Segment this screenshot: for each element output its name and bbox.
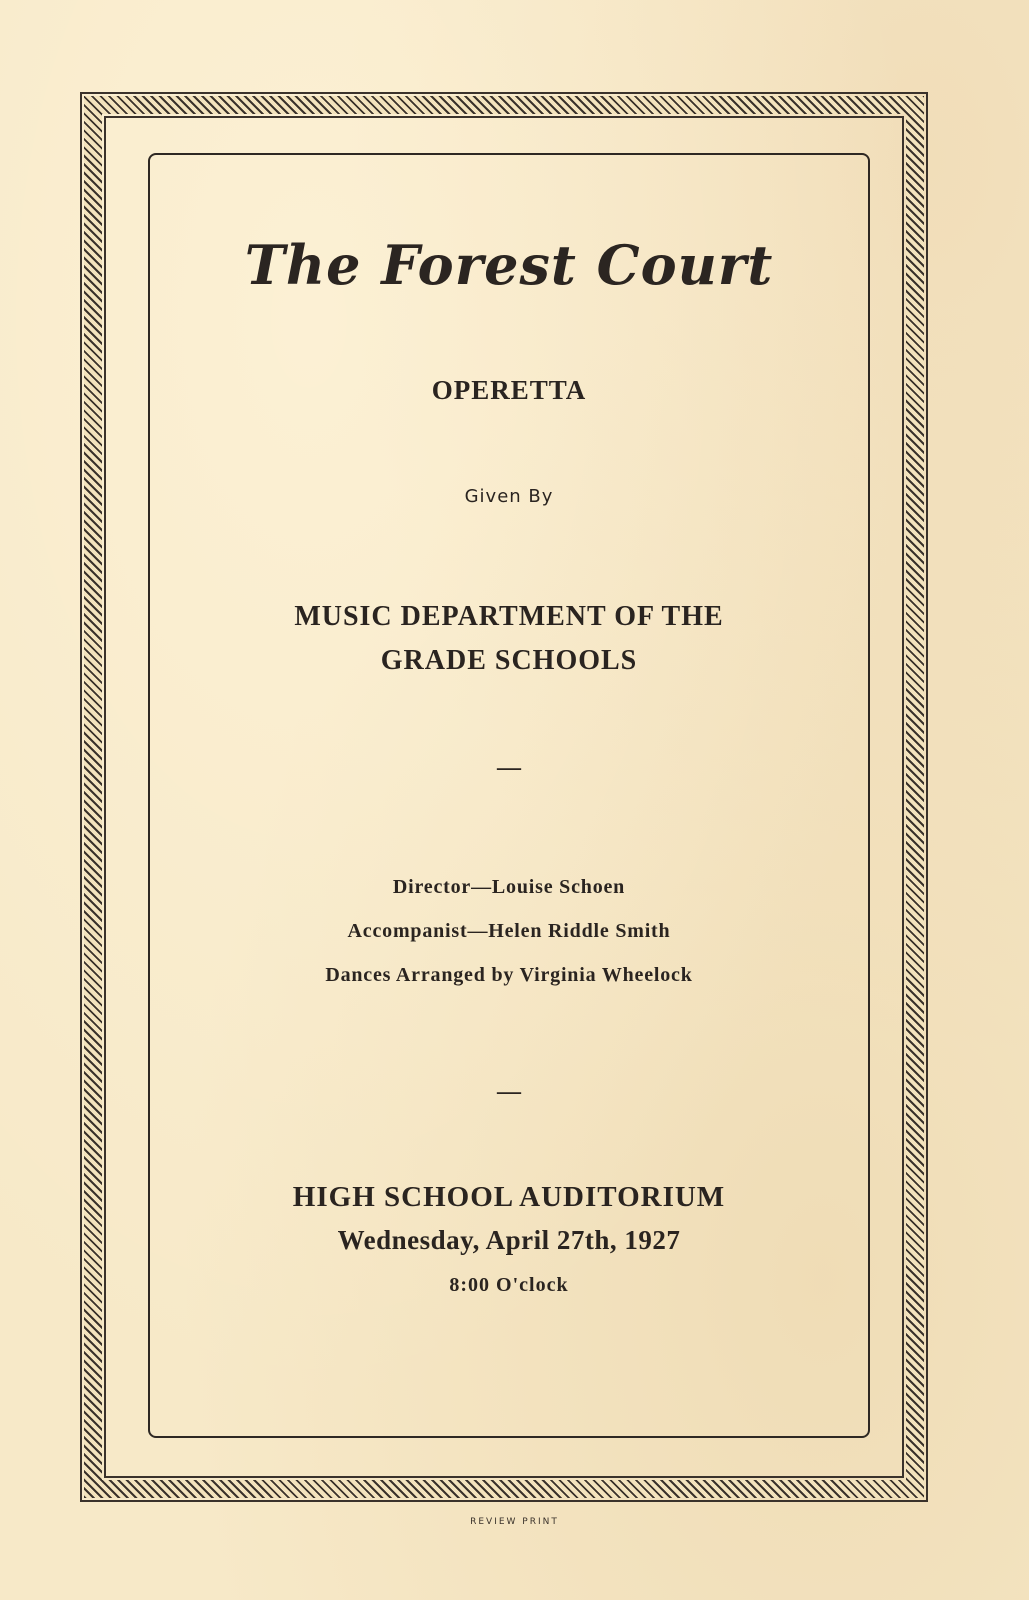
given-by-label: Given By bbox=[464, 486, 554, 507]
credit-dances: Dances Arranged by Virginia Wheelock bbox=[325, 964, 693, 986]
credits-list bbox=[148, 865, 870, 997]
program-subtitle: OPERETTA bbox=[431, 375, 587, 405]
venue-name: HIGH SCHOOL AUDITORIUM bbox=[292, 1181, 726, 1213]
credit-director: Director—Louise Schoen bbox=[392, 876, 626, 898]
organization-line-2: GRADE SCHOOLS bbox=[380, 645, 638, 676]
organization-line-1: MUSIC DEPARTMENT OF THE bbox=[294, 601, 724, 632]
performance-time: 8:00 O'clock bbox=[449, 1274, 569, 1296]
program-title: The Forest Court bbox=[244, 233, 774, 297]
separator-dash: — bbox=[497, 755, 521, 781]
printer-credit: REVIEW PRINT bbox=[470, 1517, 559, 1527]
organization-name bbox=[148, 595, 870, 683]
separator-dash: — bbox=[497, 1079, 521, 1105]
program-content bbox=[148, 153, 870, 1438]
credit-accompanist: Accompanist—Helen Riddle Smith bbox=[347, 920, 671, 942]
performance-date: Wednesday, April 27th, 1927 bbox=[337, 1225, 681, 1255]
